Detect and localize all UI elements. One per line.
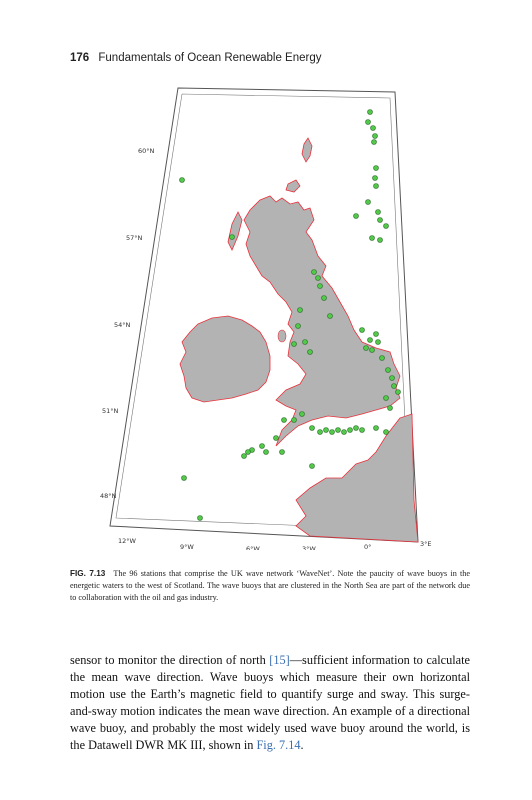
wave-buoy: [300, 412, 305, 417]
wave-buoy: [292, 342, 297, 347]
wave-buoy: [354, 426, 359, 431]
wave-buoy: [328, 314, 333, 319]
wave-buoy: [292, 418, 297, 423]
wave-buoy: [374, 426, 379, 431]
wave-buoy: [376, 210, 381, 215]
isle-of-man: [278, 330, 286, 342]
wave-buoy: [282, 418, 287, 423]
wave-buoy: [360, 328, 365, 333]
lon-label-6w: 6°W: [246, 545, 260, 550]
wave-buoy: [376, 340, 381, 345]
wave-buoy: [336, 428, 341, 433]
wave-buoy: [318, 284, 323, 289]
wave-buoy: [374, 166, 379, 171]
wave-buoy: [372, 140, 377, 145]
wavenet-map-figure: [100, 80, 440, 550]
wave-buoy: [310, 464, 315, 469]
lon-label-12w: 12°W: [118, 537, 136, 545]
wave-buoy: [384, 430, 389, 435]
ireland-landmass: [180, 316, 270, 402]
wave-buoy: [180, 178, 185, 183]
wave-buoy: [392, 384, 397, 389]
wave-buoy: [242, 454, 247, 459]
wave-buoy: [364, 346, 369, 351]
wave-buoy: [330, 430, 335, 435]
wave-buoy: [348, 428, 353, 433]
wave-buoy: [390, 376, 395, 381]
book-title: Fundamentals of Ocean Renewable Energy: [98, 52, 322, 64]
wave-buoy: [360, 428, 365, 433]
wave-buoy: [366, 200, 371, 205]
lat-label-57n: 57°N: [126, 234, 143, 242]
page-number: 176: [70, 52, 90, 64]
figure-label: FIG. 7.13: [70, 569, 106, 578]
body-text-2: —sufficient information to calculate the mean wave direction. Wave buoys which measure their own horizontal motion use the Earth’s magnetic field to quantify surge and sway. This surge-and-sway motion indicates the mean wave direction. An example of a directional wave buoy, and probably the most widely used wave buoy around the world, is the Datawell DWR MK III, shown in: [70, 653, 471, 752]
wave-buoy: [312, 270, 317, 275]
wave-buoy: [324, 428, 329, 433]
wave-buoy: [378, 218, 383, 223]
body-text-3: .: [300, 737, 304, 752]
wave-buoy: [370, 348, 375, 353]
wave-buoy: [396, 390, 401, 395]
wave-buoy: [296, 324, 301, 329]
wave-buoy: [354, 214, 359, 219]
wave-buoy: [198, 516, 203, 521]
wave-buoy: [373, 176, 378, 181]
body-paragraph: [70, 652, 470, 753]
wave-buoy: [230, 235, 235, 240]
wave-buoy: [318, 430, 323, 435]
wave-buoy: [298, 308, 303, 313]
wave-buoy: [380, 356, 385, 361]
wave-buoy: [386, 368, 391, 373]
wave-buoy: [384, 396, 389, 401]
wave-buoy: [388, 406, 393, 411]
wave-buoy: [310, 426, 315, 431]
wave-buoy: [280, 450, 285, 455]
lat-label-60n: 60°N: [138, 147, 155, 155]
wave-buoy: [378, 238, 383, 243]
lon-label-0: 0°: [364, 543, 372, 550]
wave-buoy: [264, 450, 269, 455]
wave-buoy: [371, 126, 376, 131]
body-text-1: sensor to monitor the direction of north: [70, 653, 270, 667]
lat-label-51n: 51°N: [102, 407, 119, 415]
wave-buoy: [342, 430, 347, 435]
uk-map: [100, 80, 440, 550]
reference-link[interactable]: [15]: [269, 653, 290, 667]
caption-text: The 96 stations that comprise the UK wave network ‘WaveNet’. Note the paucity of wave buoys in the energetic waters to the west of Scotland. The wave buoys that are clustered in the North Sea are part of the network due to collaboration with the oil and gas industry.: [70, 569, 471, 602]
figure-caption: [70, 568, 470, 604]
wave-buoy: [374, 184, 379, 189]
lat-label-54n: 54°N: [114, 321, 131, 329]
wave-buoy: [322, 296, 327, 301]
wave-buoy: [182, 476, 187, 481]
wave-buoy: [308, 350, 313, 355]
figure-link[interactable]: Fig. 7.14: [256, 737, 301, 752]
wave-buoy: [368, 110, 373, 115]
wave-buoy: [374, 332, 379, 337]
lon-label-3e: 3°E: [420, 540, 432, 548]
wave-buoy: [274, 436, 279, 441]
wave-buoy: [370, 236, 375, 241]
wave-buoy: [316, 276, 321, 281]
wave-buoy: [373, 134, 378, 139]
wave-buoy: [366, 120, 371, 125]
wave-buoy: [303, 340, 308, 345]
wave-buoy: [246, 450, 251, 455]
lat-label-48n: 48°N: [100, 492, 117, 500]
wave-buoy: [384, 224, 389, 229]
wave-buoy: [368, 338, 373, 343]
lon-label-9w: 9°W: [180, 543, 194, 550]
running-header: [70, 52, 322, 64]
wave-buoy: [260, 444, 265, 449]
lon-label-3w: 3°W: [302, 545, 316, 550]
